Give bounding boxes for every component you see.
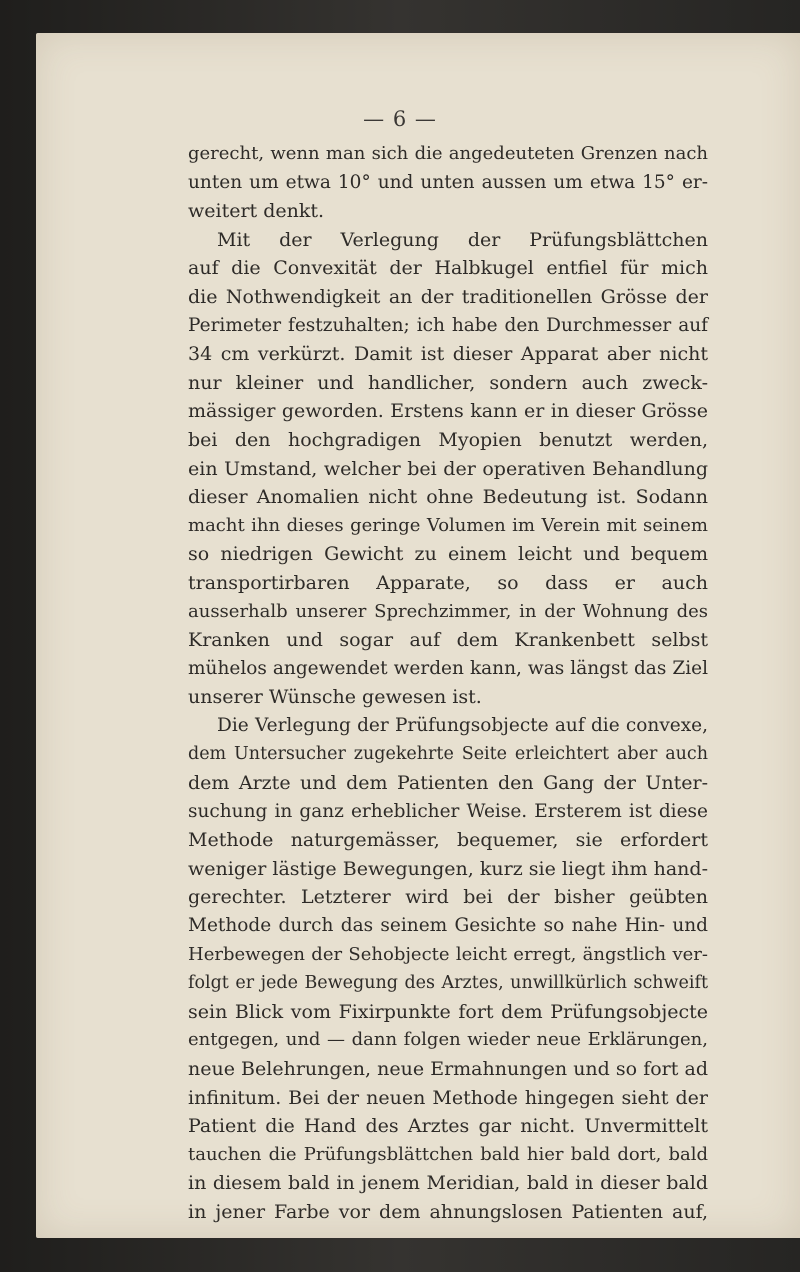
text-line: Perimeter festzuhalten; ich habe den Durchmesser auf <box>188 314 708 336</box>
text-line: macht ihn dieses geringe Volumen im Verein mit seinem <box>188 514 708 536</box>
text-line: tauchen die Prüfungsblättchen bald hier bald dort, bald <box>188 1143 708 1165</box>
text-line: transportirbaren Apparate, so dass er auch <box>188 571 708 594</box>
text-line: so niedrigen Gewicht zu einem leicht und bequem <box>188 543 708 566</box>
text-line: suchung in ganz erheblicher Weise. Ersterem ist diese <box>188 800 708 822</box>
text-line: ausserhalb unserer Sprechzimmer, in der Wohnung des <box>188 600 708 622</box>
text-line: 34 cm verkürzt. Damit ist dieser Apparat aber nicht <box>188 343 708 366</box>
text-line: ein Umstand, welcher bei der operativen Behandlung <box>188 457 708 480</box>
text-line: neue Belehrungen, neue Ermahnungen und so fort ad <box>188 1058 708 1080</box>
text-line: Methode naturgemässer, bequemer, sie erfordert <box>188 829 708 852</box>
text-line: in diesem bald in jenem Meridian, bald in dieser bald <box>188 1172 708 1195</box>
text-line: bei den hochgradigen Myopien benutzt werden, <box>188 428 708 451</box>
text-line: Patient die Hand des Arztes gar nicht. Unvermittelt <box>188 1115 708 1138</box>
text-line: auf die Convexität der Halbkugel entfiel für mich <box>188 257 708 280</box>
text-line: Herbewegen der Sehobjecte leicht erregt, ängstlich ver- <box>188 943 708 965</box>
text-line: entgegen, und — dann folgen wieder neue Erklärungen, <box>188 1029 708 1051</box>
body-text <box>188 140 708 1227</box>
text-line: gerecht, wenn man sich die angedeuteten Grenzen nach <box>188 143 708 164</box>
text-line: folgt er jede Bewegung des Arztes, unwillkürlich schweift <box>188 973 708 994</box>
text-line: dieser Anomalien nicht ohne Bedeutung ist. Sodann <box>188 486 708 509</box>
text-line: weniger lästige Bewegungen, kurz sie liegt ihm hand- <box>188 857 708 880</box>
text-line: Methode durch das seinem Gesichte so nahe Hin- und <box>188 915 708 937</box>
text-line: die Nothwendigkeit an der traditionellen Grösse der <box>188 285 708 308</box>
text-line: unserer Wünsche gewesen ist. <box>188 686 482 709</box>
text-line: dem Arzte und dem Patienten den Gang der Unter- <box>188 772 708 795</box>
text-line: mühelos angewendet werden kann, was längst das Ziel <box>188 657 708 679</box>
text-line: mässiger geworden. Erstens kann er in dieser Grösse <box>188 400 708 423</box>
page-number: — 6 — <box>363 107 437 131</box>
text-line: Mit der Verlegung der Prüfungsblättchen <box>217 228 708 251</box>
text-line: nur kleiner und handlicher, sondern auch zweck- <box>188 371 708 394</box>
text-line: in jener Farbe vor dem ahnungslosen Patienten auf, <box>188 1200 708 1223</box>
text-line: unten um etwa 10° und unten aussen um etwa 15° er- <box>188 171 708 193</box>
text-line: infinitum. Bei der neuen Methode hingegen sieht der <box>188 1086 708 1109</box>
text-line: weitert denkt. <box>188 200 325 223</box>
text-line: gerechter. Letzterer wird bei der bisher geübten <box>188 886 708 909</box>
text-line: sein Blick vom Fixirpunkte fort dem Prüfungsobjecte <box>188 1000 708 1023</box>
text-line: Die Verlegung der Prüfungsobjecte auf die convexe, <box>217 714 708 736</box>
text-line: Kranken und sogar auf dem Krankenbett selbst <box>188 629 708 652</box>
text-line: dem Untersucher zugekehrte Seite erleichtert aber auch <box>188 744 708 765</box>
